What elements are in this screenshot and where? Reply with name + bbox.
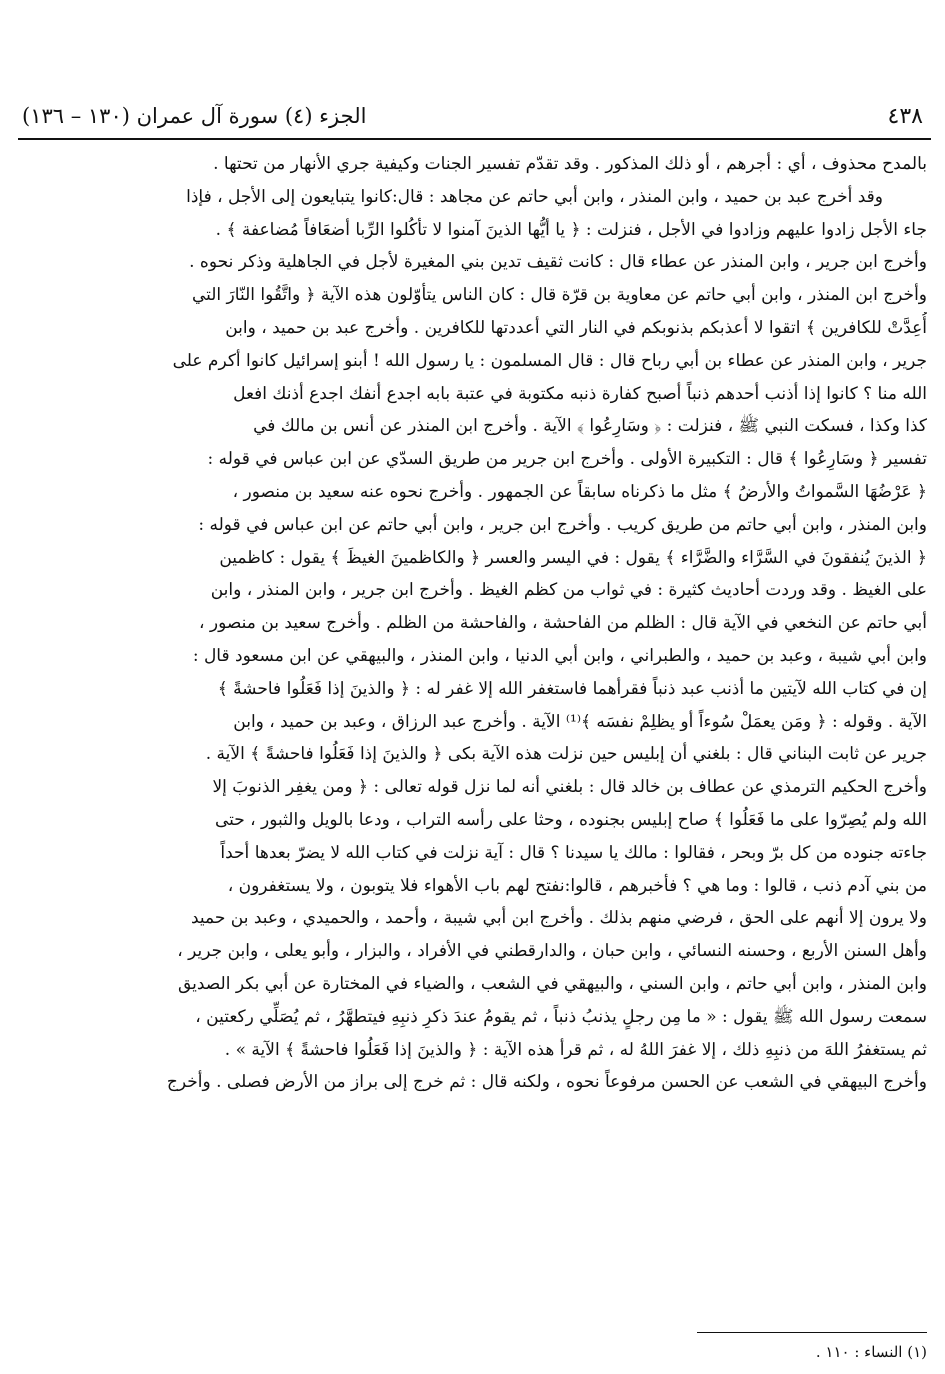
text-line: ولا يرون إلا أنهم على الحق ، فرضي منهم بذلك . وأخرج ابن أبي شيبة ، وأحمد ، والحميدي ، وعبد بن حميد (191, 908, 927, 929)
text-line: الله ولم يُصِرّوا على ما فَعَلُوا ﴾ صاح إبليس بجنوده ، وحثا على رأسه التراب ، ودعا بالويل والثبور ، حتى (214, 809, 927, 830)
text-line: ثم يستغفرُ اللهَ من ذنبِهِ ذلك ، إلا غفرَ اللهُ له ، ثم قرأ هذه الآية : ﴿ والذينَ إذا فَعَلُوا فاحشةً ﴾ الآية » . (224, 1039, 927, 1060)
text-line: جرير ، وابن المنذر عن عطاء بن أبي رباح قال : قال المسلمون : يا رسول الله ! أبنو إسرائيل كانوا أكرم على (172, 350, 927, 371)
text-line: جرير عن ثابت البناني قال : بلغني أن إبليس حين نزلت هذه الآية بكى ﴿ والذينَ إذا فَعَلُوا فاحشةً ﴾ الآية . (205, 744, 927, 765)
text-line: ﴿ عَرْضُهَا السَّمواتُ والأرضُ ﴾ مثل ما ذكرناه سابقاً عن الجمهور . وأخرج نحوه عنه سعيد بن منصور ، (232, 481, 927, 502)
text-line: إن في كتاب الله لآيتين ما أذنب عبد ذنباً فقرأهما فاستغفر الله إلا غفر له : ﴿ والذينَ إذا فَعَلُوا فاحشةً ﴾ (217, 678, 927, 699)
text-line: تفسير ﴿ وسَارِعُوا ﴾ قال : التكبيرة الأولى . وأخرج ابن جرير من طريق السدّي عن ابن عباس في قوله : (207, 449, 927, 470)
text-line: وأخرج الحكيم الترمذي عن عطاف بن خالد قال : بلغني أنه لما نزل قوله تعالى : ﴿ ومن يغفِر الذنوبَ إلا (212, 777, 927, 798)
text-line: سمعت رسول الله ﷺ يقول : « ما مِن رجلٍ يذنبُ ذنباً ، ثم يقومُ عندَ ذكرِ ذنبِهِ فيتطهَّرُ ، ثم يُصَلِّي ركعتين ، (195, 1006, 927, 1027)
text-line: بالمدح محذوف ، أي : أجرهم ، أو ذلك المذكور . وقد تقدّم تفسير الجنات وكيفية جري الأنهار من تحتها . (213, 154, 927, 174)
body-text (18, 148, 927, 1296)
text-line: على الغيظ . وقد وردت أحاديث كثيرة : في ثواب من كظم الغيظ . وأخرج ابن جرير ، وابن المنذر ، وابن (210, 580, 927, 601)
text-line: وابن المنذر ، وابن أبي حاتم ، وابن السني ، والبيهقي في الشعب ، والضياء في المختارة عن أبي بكر الصديق (177, 973, 927, 994)
text-line: أبي حاتم عن النخعي في الآية قال : الظلم من الفاحشة ، والفاحشة من الظلم . وأخرج سعيد بن منصور ، (199, 613, 927, 634)
text-line: جاء الأجل زادوا عليهم وزادوا في الأجل ، فنزلت : ﴿ يا أيُّها الذينَ آمنوا لا تأكُلوا الرِّبا أضعَافاً مُضاعفة ﴾ . (215, 219, 927, 240)
page-header (22, 98, 923, 134)
text-line: الآية . وقوله : ﴿ ومَن يعمَلْ سُوءاً أو يظلِمْ نفسَه ﴾⁽¹⁾ الآية . وأخرج عبد الرزاق ، وعبد بن حميد ، وابن (233, 711, 927, 732)
header-rule (18, 138, 931, 140)
running-title: الجزء (٤) سورة آل عمران (١٣٠ – ١٣٦) (22, 104, 367, 128)
text-line: وقد أخرج عبد بن حميد ، وابن المنذر ، وابن أبي حاتم عن مجاهد : قال:كانوا يتبايعون إلى الأجل ، فإذا (186, 186, 883, 207)
text-line: كذا وكذا ، فسكت النبي ﷺ ، فنزلت : ﴿ وسَارِعُوا ﴾ الآية . وأخرج ابن المنذر عن أنس بن مالك في (253, 416, 927, 437)
text-line: وابن أبي شيبة ، وعبد بن حميد ، والطبراني ، وابن أبي الدنيا ، وابن المنذر ، والبيهقي عن ابن مسعود قال : (192, 645, 927, 666)
text-line: وأخرج البيهقي في الشعب عن الحسن مرفوعاً نحوه ، ولكنه قال : ثم خرج إلى براز من الأرض فصلى . وأخرج (166, 1072, 927, 1093)
page-number: ٤٣٨ (887, 103, 923, 129)
footnote: (١) النساء : ١١٠ . (815, 1343, 927, 1361)
text-line: وأخرج ابن جرير ، وابن المنذر عن عطاء قال : كانت ثقيف تدين بني المغيرة لأجل في الجاهلية وذكر نحوه . (189, 252, 927, 273)
text-line: وابن المنذر ، وابن أبي حاتم من طريق كريب . وأخرج ابن جرير ، وابن أبي حاتم عن ابن عباس في قوله : (198, 514, 927, 535)
text-line: أُعِدَّتْ للكافرين ﴾ اتقوا لا أعذبكم بذنوبكم في النار التي أعددتها للكافرين . وأخرج عبد بن حميد ، وابن (225, 317, 927, 338)
text-line: وأهل السنن الأربع ، وحسنه النسائي ، وابن حبان ، والدارقطني في الأفراد ، والبزار ، وأبو يعلى ، وابن جرير ، (177, 941, 927, 962)
footnote-rule (697, 1332, 927, 1333)
text-line: ﴿ الذينَ يُنفقونَ في السَّرَّاء والضَّرَّاء ﴾ يقول : في اليسر والعسر ﴿ والكاظمينَ الغيظَ ﴾ يقول : كاظمين (219, 547, 927, 568)
text-line: الله منا ؟ كانوا إذا أذنب أحدهم ذنباً أصبح كفارة ذنبه مكتوبة في عتبة بابه اجدع أنفك اجدع أذنك افعل (233, 383, 927, 404)
text-line: جاءته جنوده من كل برّ وبحر ، فقالوا : مالك يا سيدنا ؟ قال : آية نزلت في كتاب الله لا يضرّ بعدها أحداً (220, 842, 927, 863)
text-line: وأخرج ابن المنذر ، وابن أبي حاتم عن معاوية بن قرّة قال : كان الناس يتأوّلون هذه الآية ﴿ واتَّقُوا النّارَ التي (191, 285, 927, 306)
text-line: من بني آدم ذنب ، قالوا : وما هي ؟ فأخبرهم ، قالوا:نفتح لهم باب الأهواء فلا يتوبون ، ولا يستغفرون ، (227, 875, 927, 896)
